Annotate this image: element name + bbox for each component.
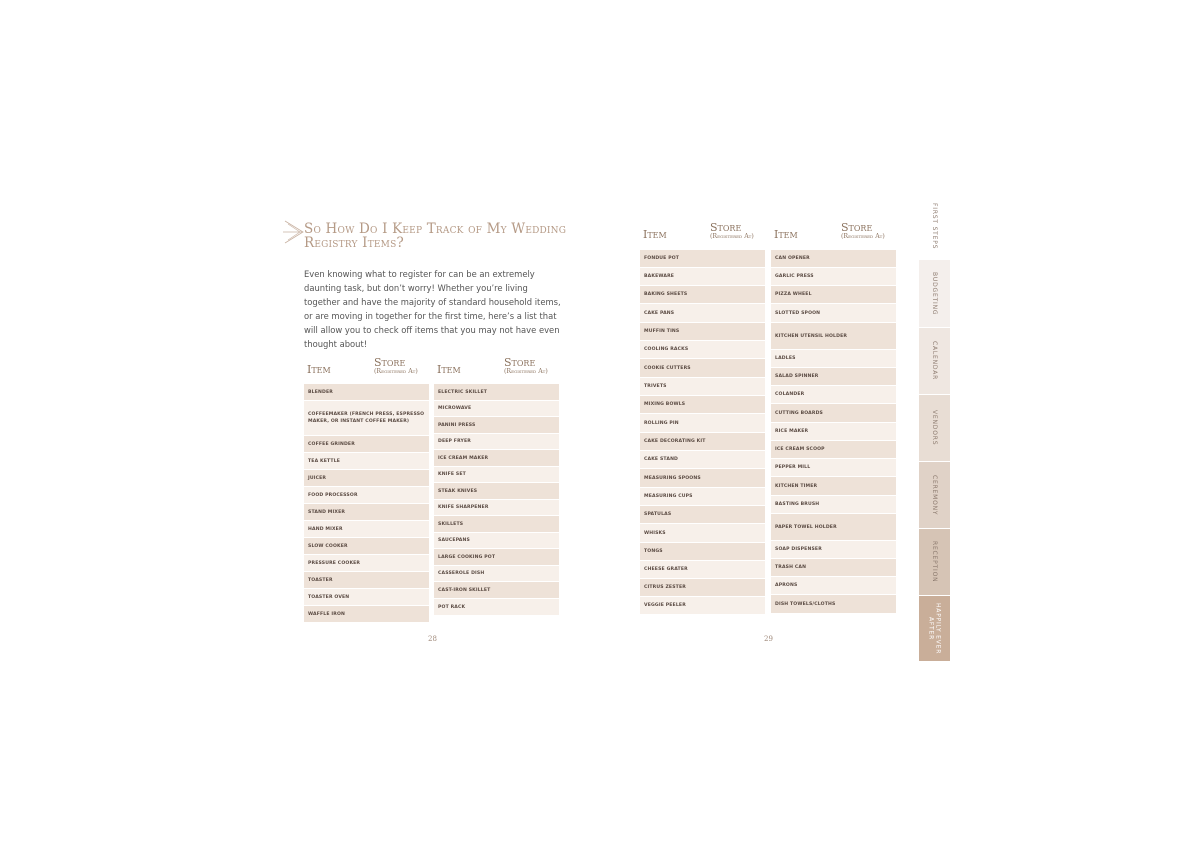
table-row: RICE MAKER bbox=[771, 423, 896, 441]
table-row: ROLLING PIN bbox=[640, 414, 765, 433]
column-header-store: Store (Registered At) bbox=[374, 356, 418, 375]
table-row: LARGE COOKING POT bbox=[434, 549, 559, 566]
table-row: SKILLETS bbox=[434, 516, 559, 533]
chevron-arrow-icon bbox=[283, 219, 305, 245]
table-row: GARLIC PRESS bbox=[771, 268, 896, 286]
section-tabs bbox=[919, 194, 950, 662]
table-row: COLANDER bbox=[771, 386, 896, 404]
tab-happily-ever-after[interactable] bbox=[919, 596, 950, 662]
table-row: KITCHEN UTENSIL HOLDER bbox=[771, 323, 896, 350]
column-header-item: Item bbox=[307, 363, 331, 376]
table-row: CITRUS ZESTER bbox=[640, 579, 765, 597]
registry-table bbox=[304, 357, 429, 623]
table-row: STEAK KNIVES bbox=[434, 483, 559, 500]
table-row: POT RACK bbox=[434, 599, 559, 616]
table-row: TEA KETTLE bbox=[304, 453, 429, 470]
table-row: KITCHEN TIMER bbox=[771, 477, 896, 496]
table-header bbox=[434, 357, 559, 384]
tab-budgeting[interactable] bbox=[919, 260, 950, 328]
table-row: SAUCEPANS bbox=[434, 533, 559, 549]
table-row: FONDUE POT bbox=[640, 250, 765, 268]
table-row: CUTTING BOARDS bbox=[771, 404, 896, 423]
table-row: ICE CREAM MAKER bbox=[434, 450, 559, 467]
table-row: CAKE DECORATING KIT bbox=[640, 433, 765, 451]
table-row: MICROWAVE bbox=[434, 401, 559, 417]
table-row: VEGGIE PEELER bbox=[640, 597, 765, 615]
tab-ceremony[interactable] bbox=[919, 462, 950, 529]
table-row: COFFEE GRINDER bbox=[304, 436, 429, 453]
tab-first-steps[interactable] bbox=[919, 194, 950, 260]
table-row: JUICER bbox=[304, 470, 429, 487]
column-header-store: Store (Registered At) bbox=[504, 356, 548, 375]
table-header bbox=[640, 222, 765, 249]
column-header-item: Item bbox=[643, 228, 667, 241]
intro-paragraph: Even knowing what to register for can be an extremely daunting task, but don’t worry! Whether you’re living together and have the majority of standard household items, or are moving in together for the first time, here’s a list that will allow you to check off items that you may not have even thought about! bbox=[304, 269, 561, 349]
table-row: COOLING RACKS bbox=[640, 341, 765, 359]
table-header bbox=[304, 357, 429, 384]
table-row: TOASTER OVEN bbox=[304, 589, 429, 606]
table-row: CAKE STAND bbox=[640, 451, 765, 469]
tab-reception[interactable] bbox=[919, 529, 950, 596]
page-number: 29 bbox=[764, 635, 773, 643]
table-row: PANINI PRESS bbox=[434, 417, 559, 434]
table-row: PRESSURE COOKER bbox=[304, 555, 429, 572]
table-row: SPATULAS bbox=[640, 506, 765, 524]
tab-label: HAPPILY EVER AFTER bbox=[927, 602, 942, 655]
table-row: SLOTTED SPOON bbox=[771, 304, 896, 323]
registry-table bbox=[771, 222, 896, 614]
table-row: SOAP DISPENSER bbox=[771, 541, 896, 559]
table-row: HAND MIXER bbox=[304, 521, 429, 538]
page-title: So How Do I Keep Track of My Wedding Registry Items? bbox=[304, 221, 567, 251]
table-row: CASSEROLE DISH bbox=[434, 566, 559, 582]
table-row: DISH TOWELS/CLOTHS bbox=[771, 595, 896, 614]
table-row: KNIFE SHARPENER bbox=[434, 500, 559, 516]
table-row: PIZZA WHEEL bbox=[771, 286, 896, 304]
table-row: LADLES bbox=[771, 350, 896, 368]
tab-label: FIRST STEPS bbox=[931, 203, 938, 250]
table-row: PAPER TOWEL HOLDER bbox=[771, 514, 896, 541]
table-row: FOOD PROCESSOR bbox=[304, 487, 429, 504]
tab-label: BUDGETING bbox=[931, 271, 938, 316]
table-row: MEASURING SPOONS bbox=[640, 469, 765, 488]
table-row: BAKING SHEETS bbox=[640, 286, 765, 304]
table-row: COFFEEMAKER (FRENCH PRESS, ESPRESSO MAKER, OR INSTANT COFFEE MAKER) bbox=[304, 401, 429, 436]
registry-table bbox=[640, 222, 765, 615]
table-row: BLENDER bbox=[304, 384, 429, 401]
column-header-store: Store (Registered At) bbox=[710, 221, 754, 240]
table-row: DEEP FRYER bbox=[434, 434, 559, 450]
table-row: CAST-IRON SKILLET bbox=[434, 582, 559, 599]
table-row: KNIFE SET bbox=[434, 467, 559, 483]
table-row: ICE CREAM SCOOP bbox=[771, 441, 896, 459]
table-row: MEASURING CUPS bbox=[640, 488, 765, 506]
table-row: CAKE PANS bbox=[640, 304, 765, 323]
tab-label: RECEPTION bbox=[931, 541, 938, 583]
table-row: MUFFIN TINS bbox=[640, 323, 765, 341]
column-header-item: Item bbox=[774, 228, 798, 241]
column-header-item: Item bbox=[437, 363, 461, 376]
table-row: TOASTER bbox=[304, 572, 429, 589]
page-number: 28 bbox=[428, 635, 437, 643]
table-row: SALAD SPINNER bbox=[771, 368, 896, 386]
tab-calendar[interactable] bbox=[919, 328, 950, 395]
table-row: WAFFLE IRON bbox=[304, 606, 429, 623]
table-row: COOKIE CUTTERS bbox=[640, 359, 765, 378]
table-row: ELECTRIC SKILLET bbox=[434, 384, 559, 401]
table-row: BAKEWARE bbox=[640, 268, 765, 286]
table-row: WHISKS bbox=[640, 524, 765, 543]
table-header bbox=[771, 222, 896, 249]
registry-table bbox=[434, 357, 559, 616]
table-row: MIXING BOWLS bbox=[640, 396, 765, 414]
table-row: TRASH CAN bbox=[771, 559, 896, 577]
table-row: PEPPER MILL bbox=[771, 459, 896, 477]
tab-label: CEREMONY bbox=[931, 474, 938, 516]
table-row: CAN OPENER bbox=[771, 250, 896, 268]
table-row: TONGS bbox=[640, 543, 765, 561]
table-row: APRONS bbox=[771, 577, 896, 595]
table-row: STAND MIXER bbox=[304, 504, 429, 521]
table-row: TRIVETS bbox=[640, 378, 765, 396]
column-header-store: Store (Registered At) bbox=[841, 221, 885, 240]
table-row: SLOW COOKER bbox=[304, 538, 429, 555]
table-row: CHEESE GRATER bbox=[640, 561, 765, 579]
tab-label: VENDORS bbox=[931, 410, 938, 446]
table-row: BASTING BRUSH bbox=[771, 496, 896, 514]
tab-label: CALENDAR bbox=[931, 341, 938, 381]
tab-vendors[interactable] bbox=[919, 395, 950, 462]
